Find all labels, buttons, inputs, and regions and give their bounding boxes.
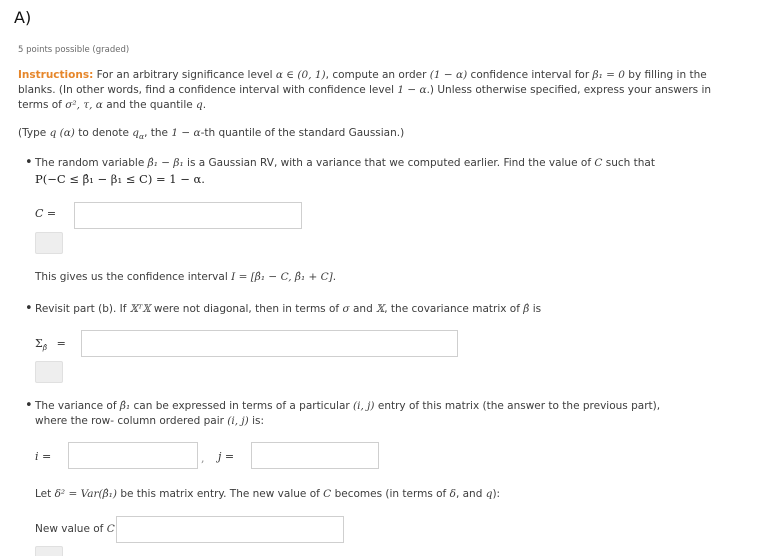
instructions-text: and (106, 99, 126, 111)
q4-text: becomes (in terms of (334, 488, 447, 500)
question-2-text (35, 302, 695, 317)
q1-followup (35, 270, 695, 285)
math-beta1-hat: β̂₁ (119, 400, 131, 412)
instructions-text: For an arbitrary significance level (96, 69, 273, 81)
c-input[interactable] (74, 202, 302, 229)
covariance-preview-button[interactable] (35, 361, 63, 383)
instructions-text: , compute an order (325, 69, 427, 81)
q4-text: , and (455, 488, 483, 500)
q1-probability-expression: P(−C ≤ β̂₁ − β₁ ≤ C) = 1 − α. (35, 172, 205, 186)
problem-title: A) (14, 8, 32, 27)
question-3-text (35, 399, 695, 429)
q1-text: is a Gaussian RV, with a variance that we computed earlier. Find the value of (187, 157, 592, 169)
math-alpha-range: α ∈ (0, 1) (275, 69, 326, 81)
i-label: i = (35, 450, 52, 463)
type-note-text: (Type (18, 127, 47, 139)
new-c-preview-button[interactable] (35, 546, 63, 556)
math-q: q (196, 99, 203, 111)
covariance-matrix-input[interactable] (81, 330, 458, 357)
instructions-text: .) Unless otherwise specified, express your answers in terms of (18, 84, 712, 111)
q1-followup-text: This gives us the confidence interval (35, 271, 228, 283)
new-c-label (35, 523, 118, 535)
math-delta: δ (449, 488, 456, 500)
type-note (18, 126, 718, 144)
c-label: C = (35, 207, 57, 220)
q4-text: ): (492, 488, 501, 500)
question-4-text (35, 487, 695, 502)
math-beta-diff: β̂₁ − β₁ (147, 157, 184, 169)
math-C: C (323, 488, 332, 500)
instructions-label: Instructions: (18, 69, 94, 81)
i-input[interactable] (68, 442, 198, 469)
math-terms: σ², τ, α (65, 99, 103, 111)
math-q: q (132, 127, 139, 139)
q1-text: such that (605, 157, 655, 169)
q2-text: , the covariance matrix of (384, 303, 520, 315)
instructions-text: . (202, 99, 207, 111)
question-1-text (35, 156, 695, 171)
comma-separator: , (201, 452, 205, 465)
math-xtx: 𝕏ᵀ𝕏 (129, 303, 151, 315)
c-preview-button[interactable] (35, 232, 63, 254)
type-note-text: to denote (78, 127, 129, 139)
math-sigma: σ (342, 303, 350, 315)
q4-text: Let (35, 488, 52, 500)
instructions-text: other words, find a confidence interval with confidence level (76, 84, 394, 96)
q3-text: entry of this matrix (the answer to the previous part), where the row- (35, 400, 661, 427)
sigma-beta-label (35, 337, 66, 352)
math-one-minus-alpha: 1 − α (171, 127, 201, 139)
math-C: C (106, 523, 115, 535)
q1-followup-text: . (332, 271, 337, 283)
new-c-label-text: New value of (35, 523, 104, 535)
math-beta-zero: β₁ = 0 (592, 69, 625, 81)
q2-text: and (352, 303, 373, 315)
math-beta-sub: β̂ (42, 343, 48, 353)
instructions-text: the quantile (129, 99, 193, 111)
bullet-icon: • (25, 398, 33, 413)
math-level: 1 − α (397, 84, 427, 96)
q3-text: is: (252, 415, 265, 427)
math-X: 𝕏 (376, 303, 385, 315)
points-possible: 5 points possible (graded) (18, 45, 130, 55)
instructions-text: by filling in the blanks. (In (18, 69, 707, 96)
math-C: C (594, 157, 603, 169)
q2-text: is (532, 303, 542, 315)
math-q-alpha: q (α) (49, 127, 75, 139)
math-beta-hat: β̂ (523, 303, 530, 315)
j-input[interactable] (251, 442, 379, 469)
math-sigma-cap: Σ (35, 337, 43, 350)
bullet-icon: • (25, 301, 33, 316)
j-label: j = (218, 450, 235, 463)
type-note-text: , the (144, 127, 168, 139)
q2-text: were not diagonal, then in terms of (153, 303, 340, 315)
q1-text: The random variable (35, 157, 145, 169)
new-c-input[interactable] (116, 516, 344, 543)
instructions-paragraph (18, 68, 718, 113)
math-ij: (i, j) (353, 400, 375, 412)
instructions-text: confidence interval for (470, 69, 590, 81)
math-ij: (i, j) (227, 415, 249, 427)
bullet-icon: • (25, 155, 33, 170)
math-q: q (485, 488, 493, 500)
math-alpha-sub: α (139, 132, 145, 142)
math-eq: = (56, 337, 66, 350)
type-note-text: -th quantile of the standard Gaussian.) (200, 127, 405, 139)
math-q-sub-alpha (132, 127, 145, 142)
q2-text: Revisit part (b). If (35, 303, 127, 315)
q3-text: The variance of (35, 400, 117, 412)
math-delta-def: δ² = Var(β̂₁) (54, 488, 117, 500)
math-interval: I = [β̂₁ − C, β̂₁ + C] (231, 271, 333, 283)
math-order: (1 − α) (429, 69, 468, 81)
q3-text: column ordered pair (117, 415, 224, 427)
q3-text: can be expressed in terms of a particular (133, 400, 350, 412)
q4-text: be this matrix entry. The new value of (120, 488, 320, 500)
